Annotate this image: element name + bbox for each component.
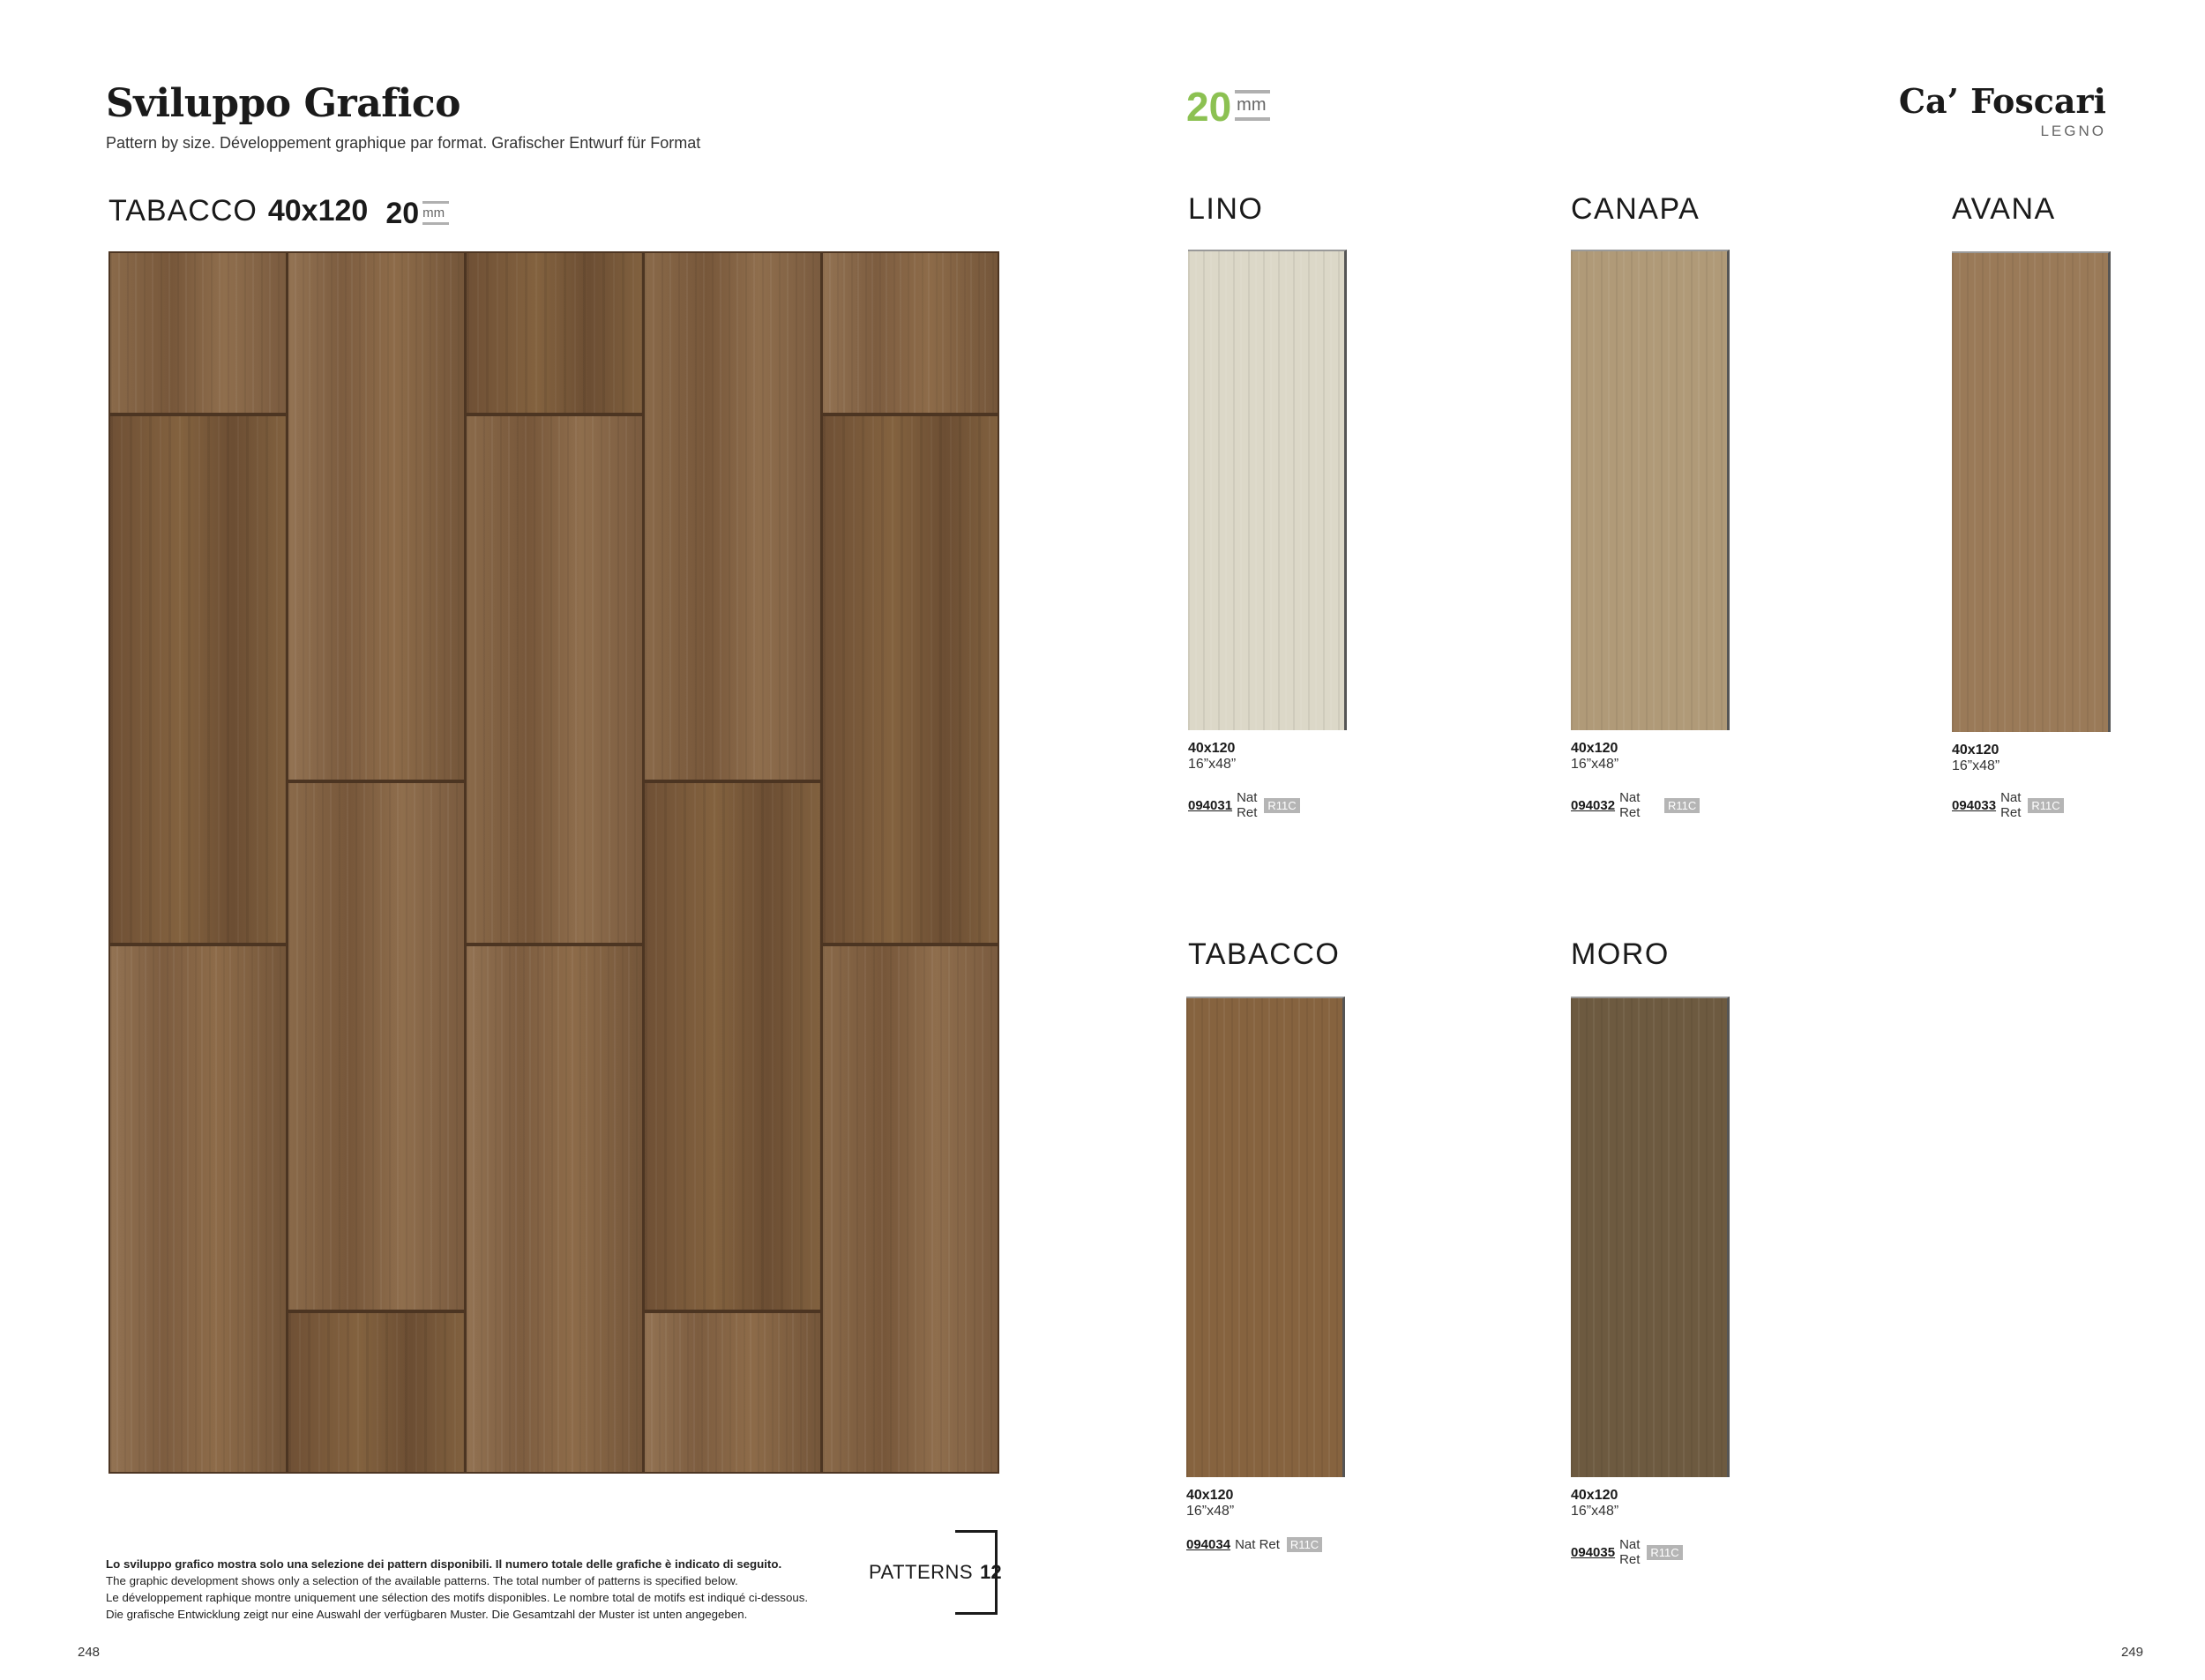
tile-finish: Nat Ret: [1235, 1537, 1280, 1552]
tile-card-moro: [1571, 937, 1679, 1567]
tile-finish: Nat Ret: [1619, 790, 1641, 820]
footnote-en: The graphic development shows only a selection of the available patterns. The total number of patterns is specified below.: [106, 1574, 738, 1587]
brand-logo: [1899, 81, 2106, 140]
tile-size-inch: 16”x48”: [1186, 1504, 1235, 1519]
tile-swatch: [1952, 251, 2111, 732]
tile-swatch: [1186, 997, 1345, 1477]
plank: [821, 414, 999, 945]
plank: [821, 251, 999, 414]
footnote-fr: Le développement raphique montre uniquement une sélection des motifs disponibles. Le nombre total de motifs est indiqué ci-dessous.: [106, 1591, 809, 1604]
plank: [643, 781, 822, 1311]
tile-card-tabacco: [1186, 937, 1341, 1552]
tile-name: LINO: [1188, 192, 1264, 226]
plank: [108, 414, 288, 945]
brand-name: Ca’ Foscari: [1898, 81, 2106, 121]
plank: [287, 251, 466, 781]
pattern-thickness-bar-bottom: [422, 222, 449, 225]
pattern-image: [108, 251, 999, 1474]
page-title: Sviluppo Grafico: [106, 81, 461, 126]
tile-card-avana: [1952, 192, 2060, 820]
tile-swatch: [1571, 250, 1730, 730]
brand-collection: LEGNO: [2040, 123, 2106, 139]
plank: [287, 781, 466, 1311]
plank: [108, 945, 288, 1474]
footnote: [106, 1556, 847, 1623]
patterns-value: 12: [980, 1561, 1002, 1583]
plank: [465, 414, 644, 945]
tile-code: 094033: [1952, 797, 1997, 813]
tile-swatch: [1188, 250, 1347, 730]
tile-name: CANAPA: [1571, 192, 1700, 226]
pattern-thickness-unit: mm: [422, 205, 445, 220]
tile-finish: Nat Ret: [1619, 1537, 1641, 1567]
thickness-badge: [1186, 84, 1270, 130]
plank: [287, 1311, 466, 1474]
tile-size: 40x120: [1188, 741, 1236, 756]
tile-grip-rating: R11C: [1264, 798, 1299, 813]
tile-code: 094031: [1188, 797, 1233, 813]
tile-card-canapa: [1571, 192, 1700, 820]
tile-size-inch: 16”x48”: [1952, 758, 2000, 773]
pattern-heading: [108, 194, 449, 228]
page-number-right: 249: [2120, 1645, 2143, 1660]
tile-name: TABACCO: [1188, 937, 1341, 971]
footnote-it: Lo sviluppo grafico mostra solo una selezione dei pattern disponibili. Il numero totale delle grafiche è indicato di seguito.: [106, 1557, 782, 1571]
tile-grip-rating: R11C: [2028, 798, 2063, 813]
plank: [643, 1311, 822, 1474]
pattern-thickness-badge: [385, 198, 449, 228]
tile-size: 40x120: [1571, 1488, 1618, 1503]
tile-size: 40x120: [1952, 743, 1999, 758]
tile-name: MORO: [1571, 937, 1670, 971]
tile-finish: Nat Ret: [1237, 790, 1258, 820]
plank: [465, 945, 644, 1474]
tile-grip-rating: R11C: [1647, 1545, 1682, 1560]
page-number-left: 248: [78, 1645, 101, 1660]
plank: [821, 945, 999, 1474]
patterns-bracket: [955, 1530, 998, 1615]
tile-finish: Nat Ret: [2000, 790, 2022, 820]
tile-size-inch: 16”x48”: [1188, 757, 1237, 772]
tile-size-inch: 16”x48”: [1571, 757, 1619, 772]
thickness-unit: mm: [1237, 95, 1267, 115]
page-subtitle: Pattern by size. Développement graphique par format. Grafischer Entwurf für Format: [106, 134, 701, 152]
tile-grip-rating: R11C: [1287, 1537, 1322, 1552]
patterns-label: PATTERNS: [869, 1561, 974, 1583]
footnote-de: Die grafische Entwicklung zeigt nur eine Auswahl der verfügbaren Muster. Die Gesamtzahl der Muster ist unten angegeben.: [106, 1608, 748, 1621]
pattern-name: TABACCO: [108, 194, 258, 228]
thickness-value: 20: [1186, 84, 1232, 130]
tile-size: 40x120: [1186, 1488, 1234, 1503]
tile-size: 40x120: [1571, 741, 1618, 756]
tile-card-lino: [1188, 192, 1297, 820]
plank: [108, 251, 288, 414]
plank: [465, 251, 644, 414]
tile-code: 094032: [1571, 797, 1616, 813]
pattern-thickness-value: 20: [385, 197, 420, 230]
tile-grip-rating: R11C: [1664, 798, 1700, 813]
tile-size-inch: 16”x48”: [1571, 1504, 1619, 1519]
thickness-bar-bottom: [1235, 117, 1270, 121]
tile-code: 094035: [1571, 1544, 1616, 1560]
pattern-size: 40x120: [267, 194, 369, 228]
tile-code: 094034: [1186, 1537, 1231, 1552]
tile-swatch: [1571, 997, 1730, 1477]
plank: [643, 251, 822, 781]
tile-name: AVANA: [1952, 192, 2056, 226]
